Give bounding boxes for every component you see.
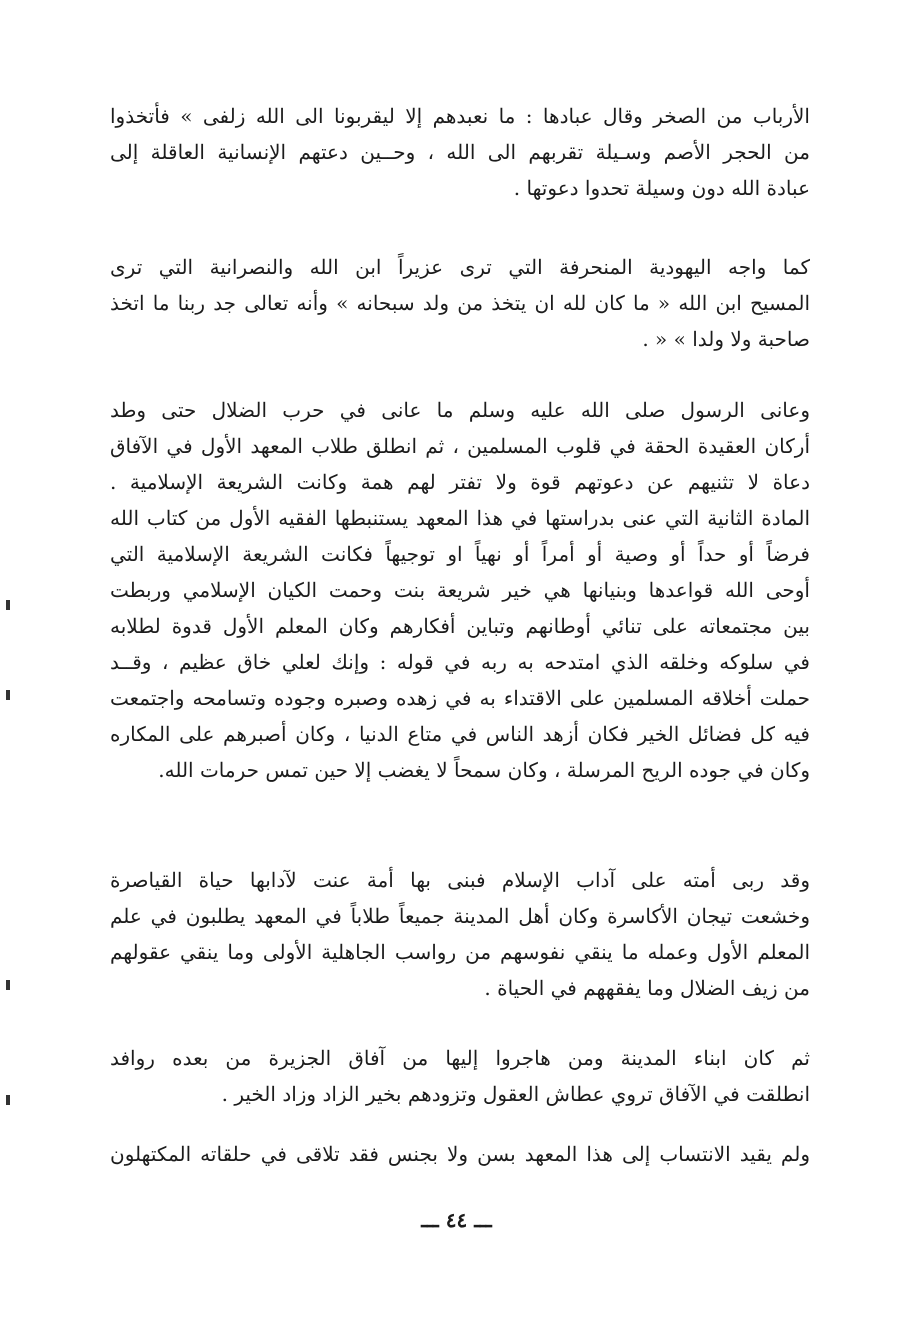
text-line: وقد ربى أمته على آداب الإسلام فبنى بها أمة عنت لآدابها حياة القياصرة: [110, 868, 810, 892]
paragraph-3: [110, 392, 810, 788]
text-line: عبادة الله دون وسيلة تحدوا دعوتها .: [513, 176, 810, 200]
text-line: صاحبة ولا ولدا » « .: [642, 327, 810, 351]
paragraph-4: [110, 862, 810, 1006]
text-line: وخشعت تيجان الأكاسرة وكان أهل المدينة جميعاً طلاباً في المعهد يطلبون في علم: [110, 904, 810, 928]
text-line: في سلوكه وخلقه الذي امتدحه به ربه في قوله : وإنك لعلي خاق عظيم ، وقــد: [110, 650, 810, 674]
text-line: أركان العقيدة الحقة في قلوب المسلمين ، ثم انطلق طلاب المعهد الأول في الآفاق: [110, 434, 810, 458]
text-line: فيه كل فضائل الخير فكان أزهد الناس في متاع الدنيا ، وكان أصبرهم على المكاره: [110, 722, 810, 746]
text-line: دعاة لا تثنيهم عن دعوتهم قوة ولا تفتر لهم همة وكانت الشريعة الإسلامية .: [110, 470, 810, 494]
text-line: الأرباب من الصخر وقال عبادها : ما نعبدهم إلا ليقربونا الى الله زلفى » فأتخذوا: [110, 104, 810, 128]
scan-margin-mark: [6, 1095, 10, 1105]
scan-margin-mark: [6, 600, 10, 610]
paragraph-2: [110, 249, 810, 357]
text-line: من الحجر الأصم وسـيلة تقربهم الى الله ، وحــين دعتهم الإنسانية العاقلة إلى: [110, 140, 810, 164]
text-line: انطلقت في الآفاق تروي عطاش العقول وتزودهم بخير الزاد وزاد الخير .: [221, 1082, 810, 1106]
text-line: المعلم الأول وعمله ما ينقي نفوسهم من رواسب الجاهلية الأولى وما ينقي عقولهم: [110, 940, 810, 964]
text-line: وعانى الرسول صلى الله عليه وسلم ما عانى في حرب الضلال حتى وطد: [110, 398, 810, 422]
text-line: ثم كان ابناء المدينة ومن هاجروا إليها من آفاق الجزيرة من بعده روافد: [110, 1046, 810, 1070]
text-line: ولم يقيد الانتساب إلى هذا المعهد بسن ولا بجنس فقد تلاقى في حلقاته المكتهلون: [110, 1142, 810, 1166]
paragraph-6: [110, 1136, 810, 1172]
text-line: وكان في جوده الريح المرسلة ، وكان سمحاً لا يغضب إلا حين تمس حرمات الله.: [158, 758, 810, 782]
text-line: حملت أخلاقه المسلمين على الاقتداء به في زهده وصبره وجوده وتسامحه واجتمعت: [110, 686, 810, 710]
text-line: فرضاً أو حداً أو وصية أو أمراً أو نهياً او توجيهاً فكانت الشريعة الإسلامية التي: [110, 542, 810, 566]
page-number: ـــ ٤٤ ـــ: [421, 1208, 492, 1232]
paragraph-5: [110, 1040, 810, 1112]
paragraph-1: [110, 98, 810, 206]
text-line: من زيف الضلال وما يفقههم في الحياة .: [484, 976, 810, 1000]
text-line: المسيح ابن الله « ما كان لله ان يتخذ من ولد سبحانه » وأنه تعالى جد ربنا ما اتخذ: [110, 291, 810, 315]
text-line: أوحى الله قواعدها وبنيانها هي خير شريعة بنت وحمت الكيان الإسلامي وربطت: [110, 578, 810, 602]
text-line: كما واجه اليهودية المنحرفة التي ترى عزيراً ابن الله والنصرانية التي ترى: [110, 255, 810, 279]
text-line: بين مجتمعاته على تنائي أوطانهم وتباين أفكارهم وكان المعلم الأول قدوة لطلابه: [110, 614, 810, 638]
scan-margin-mark: [6, 980, 10, 990]
text-line: المادة الثانية التي عنى بدراستها في هذا المعهد يستنبطها الفقيه الأول من كتاب الله: [110, 506, 810, 530]
scan-margin-mark: [6, 690, 10, 700]
